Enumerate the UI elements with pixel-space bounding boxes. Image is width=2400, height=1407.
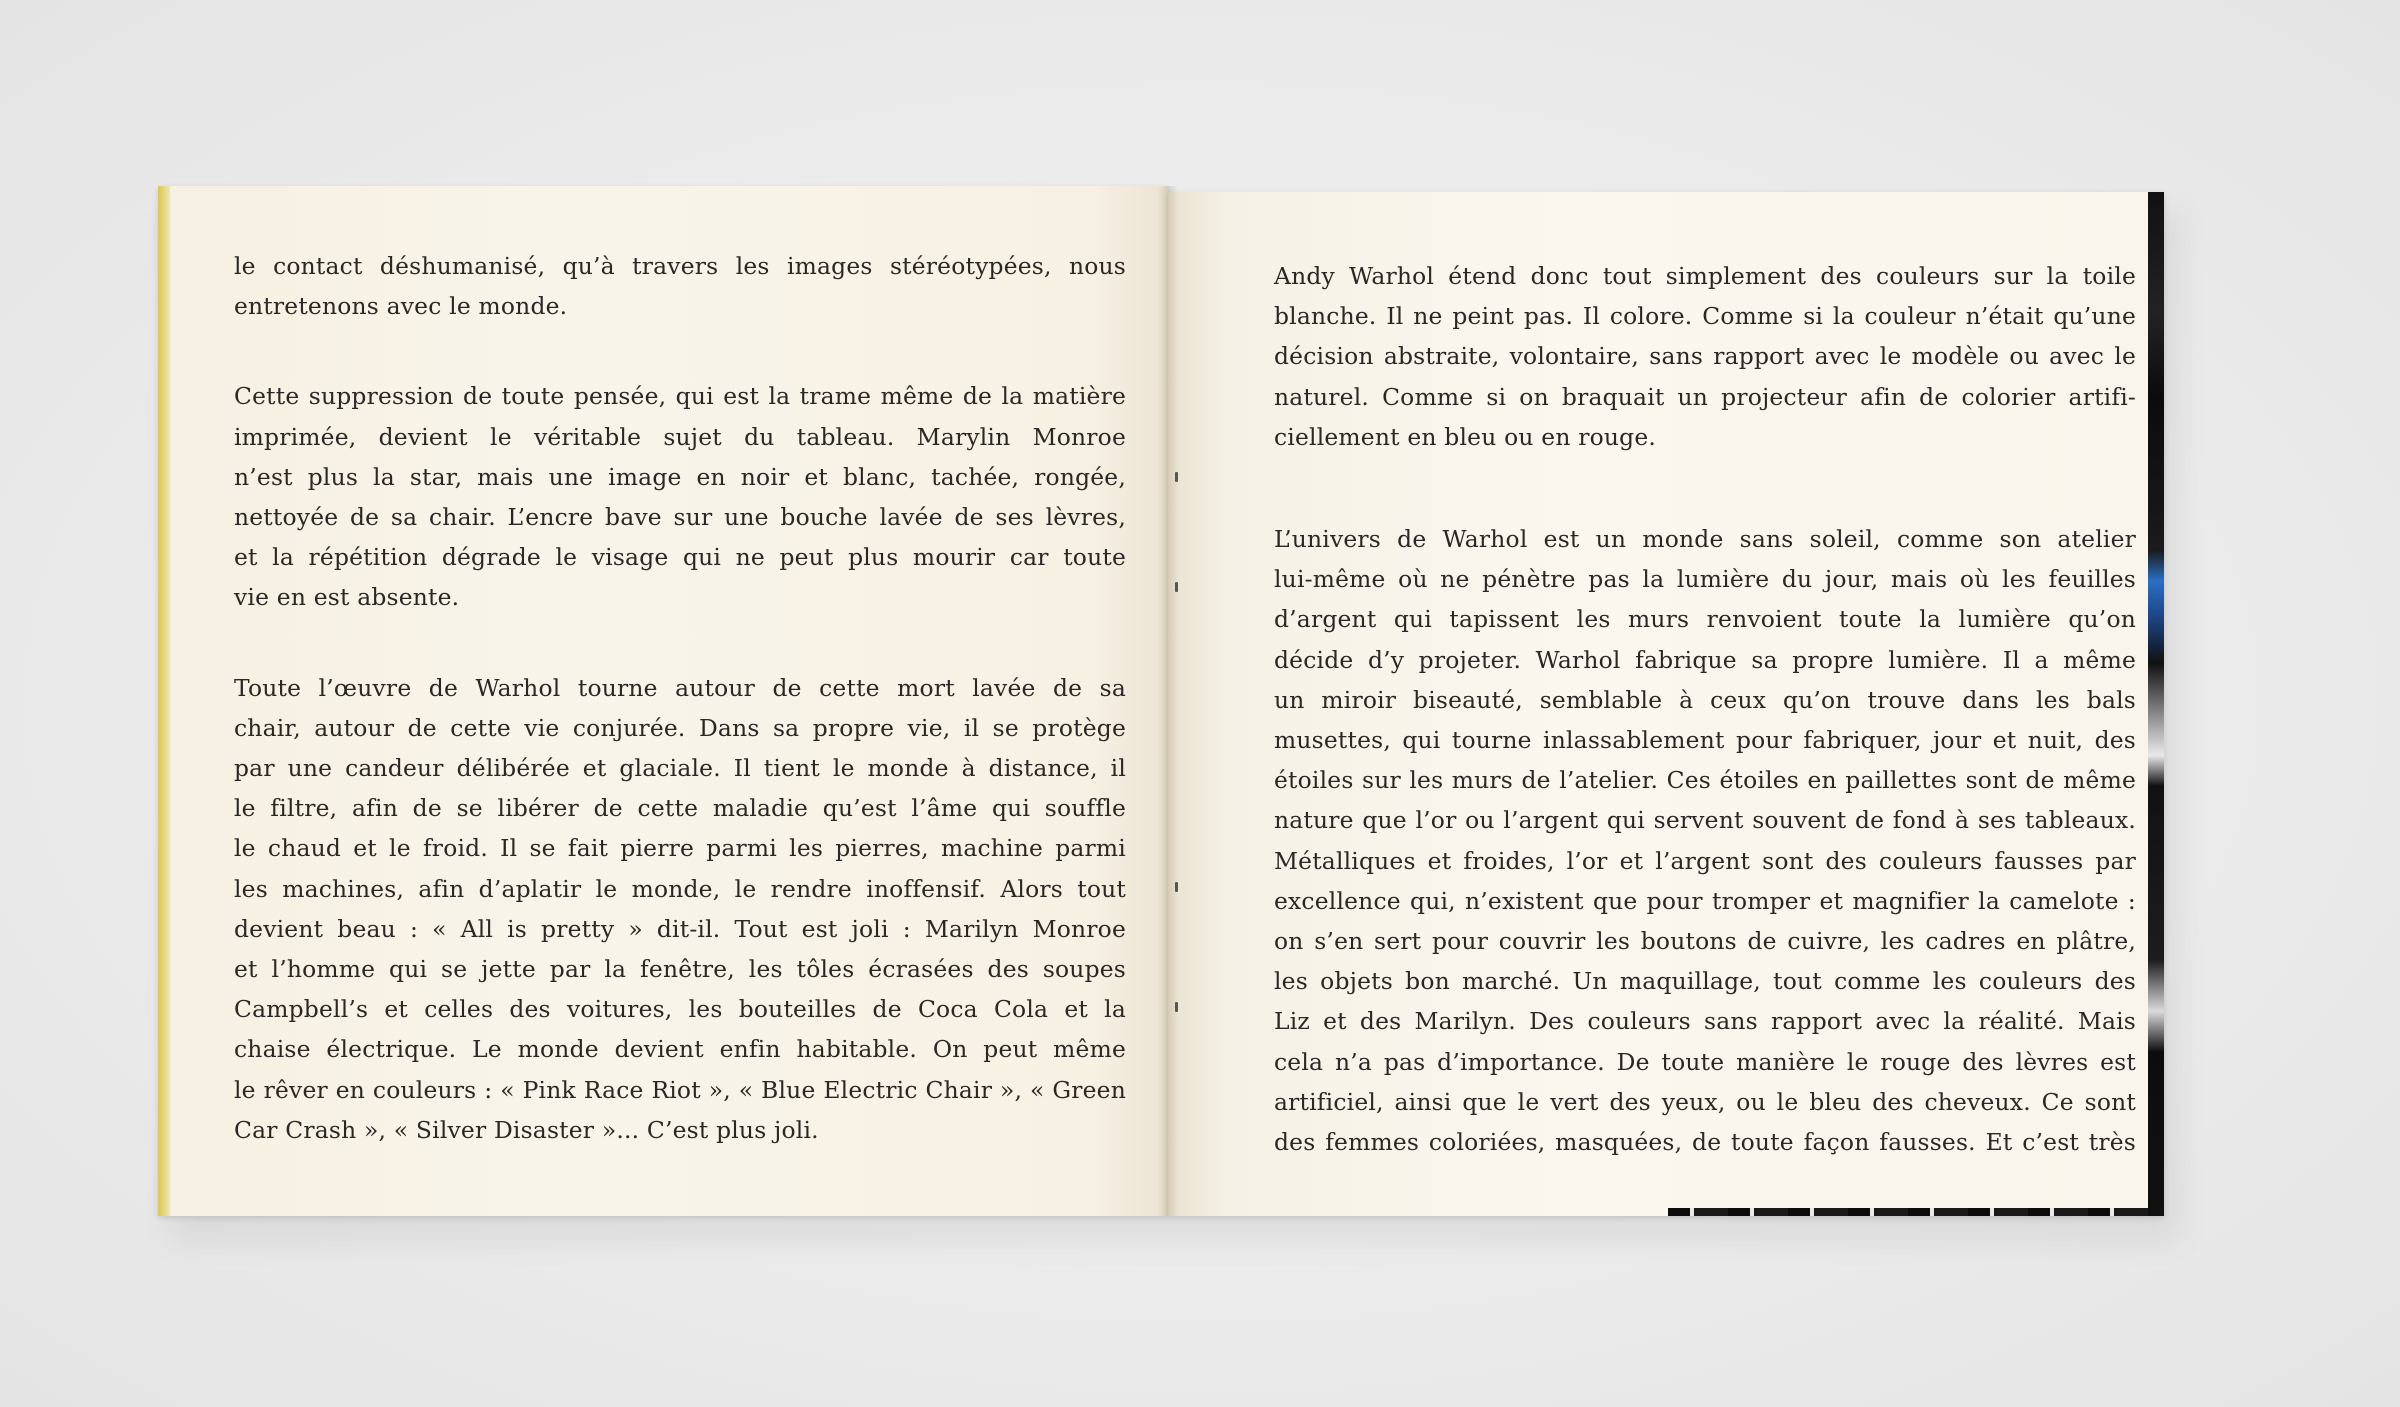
text-line: des femmes coloriées, masquées, de toute façon fausses. Et c’est très <box>1274 1128 2136 1157</box>
text-line: n’est plus la star, mais une image en noir et blanc, tachée, rongée, <box>234 462 1126 491</box>
text-line: devient beau : « All is pretty » dit-il. Tout est joli : Marilyn Monroe <box>234 914 1126 943</box>
text-line: ciellement en bleu ou en rouge. <box>1274 422 1656 451</box>
binding-mark <box>1175 472 1178 482</box>
right-page <box>1168 192 2164 1216</box>
text-line: L’univers de Warhol est un monde sans soleil, comme son atelier <box>1274 525 2136 554</box>
text-line: entretenons avec le monde. <box>234 292 568 321</box>
text-line: cela n’a pas d’importance. De toute manière le rouge des lèvres est <box>1274 1047 2136 1076</box>
text-line: d’argent qui tapissent les murs renvoient toute la lumière qu’on <box>1274 605 2136 634</box>
text-line: chaise électrique. Le monde devient enfin habitable. On peut même <box>234 1035 1126 1064</box>
text-line: Campbell’s et celles des voitures, les bouteilles de Coca Cola et la <box>234 995 1126 1024</box>
text-line: étoiles sur les murs de l’atelier. Ces étoiles en paillettes sont de même <box>1274 766 2136 795</box>
text-line: par une candeur délibérée et glaciale. Il tient le monde à distance, il <box>234 754 1126 783</box>
left-page-text <box>234 246 1126 1150</box>
paragraph <box>234 376 1126 617</box>
text-line: on s’en sert pour couvrir les boutons de cuivre, les cadres en plâtre, <box>1274 927 2136 956</box>
text-line: un miroir biseauté, semblable à ceux qu’on trouve dans les bals <box>1274 685 2136 714</box>
text-line: Car Crash », « Silver Disaster »... C’est plus joli. <box>234 1115 819 1144</box>
text-line: vie en est absente. <box>234 583 460 612</box>
paragraph <box>1274 256 2136 457</box>
text-line: blanche. Il ne peint pas. Il colore. Comme si la couleur n’était qu’une <box>1274 302 2136 331</box>
text-line: le rêver en couleurs : « Pink Race Riot », « Blue Electric Chair », « Green <box>234 1075 1126 1104</box>
binding-mark <box>1175 1002 1178 1012</box>
paragraph <box>234 246 1126 326</box>
text-line: artificiel, ainsi que le vert des yeux, ou le bleu des cheveux. Ce sont <box>1274 1087 2136 1116</box>
cover-edge-left <box>158 186 170 1216</box>
text-line: chair, autour de cette vie conjurée. Dans sa propre vie, il se protège <box>234 713 1126 742</box>
paragraph <box>234 668 1126 1150</box>
cover-edge-right <box>2148 192 2164 1216</box>
text-line: Andy Warhol étend donc tout simplement des couleurs sur la toile <box>1274 262 2136 290</box>
left-page <box>158 186 1168 1216</box>
text-line: le filtre, afin de se libérer de cette maladie qu’est l’âme qui souffle <box>234 794 1126 823</box>
text-line: naturel. Comme si on braquait un projecteur afin de colorier artifi- <box>1274 382 2136 411</box>
text-line: lui-même où ne pénètre pas la lumière du jour, mais où les feuilles <box>1274 565 2136 594</box>
paragraph <box>1274 519 2136 1162</box>
open-booklet <box>158 182 2176 1216</box>
text-line: décision abstraite, volontaire, sans rapport avec le modèle ou avec le <box>1274 342 2136 371</box>
binding-mark <box>1175 582 1178 592</box>
text-line: excellence qui, n’existent que pour tromper et magnifier la camelote : <box>1274 886 2136 915</box>
text-line: les objets bon marché. Un maquillage, tout comme les couleurs des <box>1274 967 2136 996</box>
text-line: Métalliques et froides, l’or et l’argent sont des couleurs fausses par <box>1274 846 2136 875</box>
text-line: musettes, qui tourne inlassablement pour fabriquer, jour et nuit, des <box>1274 726 2136 755</box>
text-line: Liz et des Marilyn. Des couleurs sans rapport avec la réalité. Mais <box>1274 1007 2136 1036</box>
text-line: nettoyée de sa chair. L’encre bave sur une bouche lavée de ses lèvres, <box>234 503 1126 532</box>
text-line: et l’homme qui se jette par la fenêtre, les tôles écrasées des soupes <box>234 955 1126 984</box>
text-line: le chaud et le froid. Il se fait pierre parmi les pierres, machine parmi <box>234 834 1126 863</box>
binding-mark <box>1175 882 1178 892</box>
text-line: Toute l’œuvre de Warhol tourne autour de cette mort lavée de sa <box>234 673 1126 702</box>
right-page-text <box>1274 256 2136 1162</box>
text-line: nature que l’or ou l’argent qui servent souvent de fond à ses tableaux. <box>1274 806 2136 835</box>
text-line: imprimée, devient le véritable sujet du tableau. Marylin Monroe <box>234 422 1126 451</box>
text-line: Cette suppression de toute pensée, qui est la trame même de la matière <box>234 382 1126 411</box>
text-line: le contact déshumanisé, qu’à travers les images stéréotypées, nous <box>234 252 1126 280</box>
cover-edge-bottom <box>1668 1208 2148 1216</box>
text-line: décide d’y projeter. Warhol fabrique sa propre lumière. Il a même <box>1274 645 2136 674</box>
book-gutter <box>1158 186 1178 1216</box>
text-line: les machines, afin d’aplatir le monde, le rendre inoffensif. Alors tout <box>234 874 1126 903</box>
text-line: et la répétition dégrade le visage qui ne peut plus mourir car toute <box>234 543 1126 572</box>
